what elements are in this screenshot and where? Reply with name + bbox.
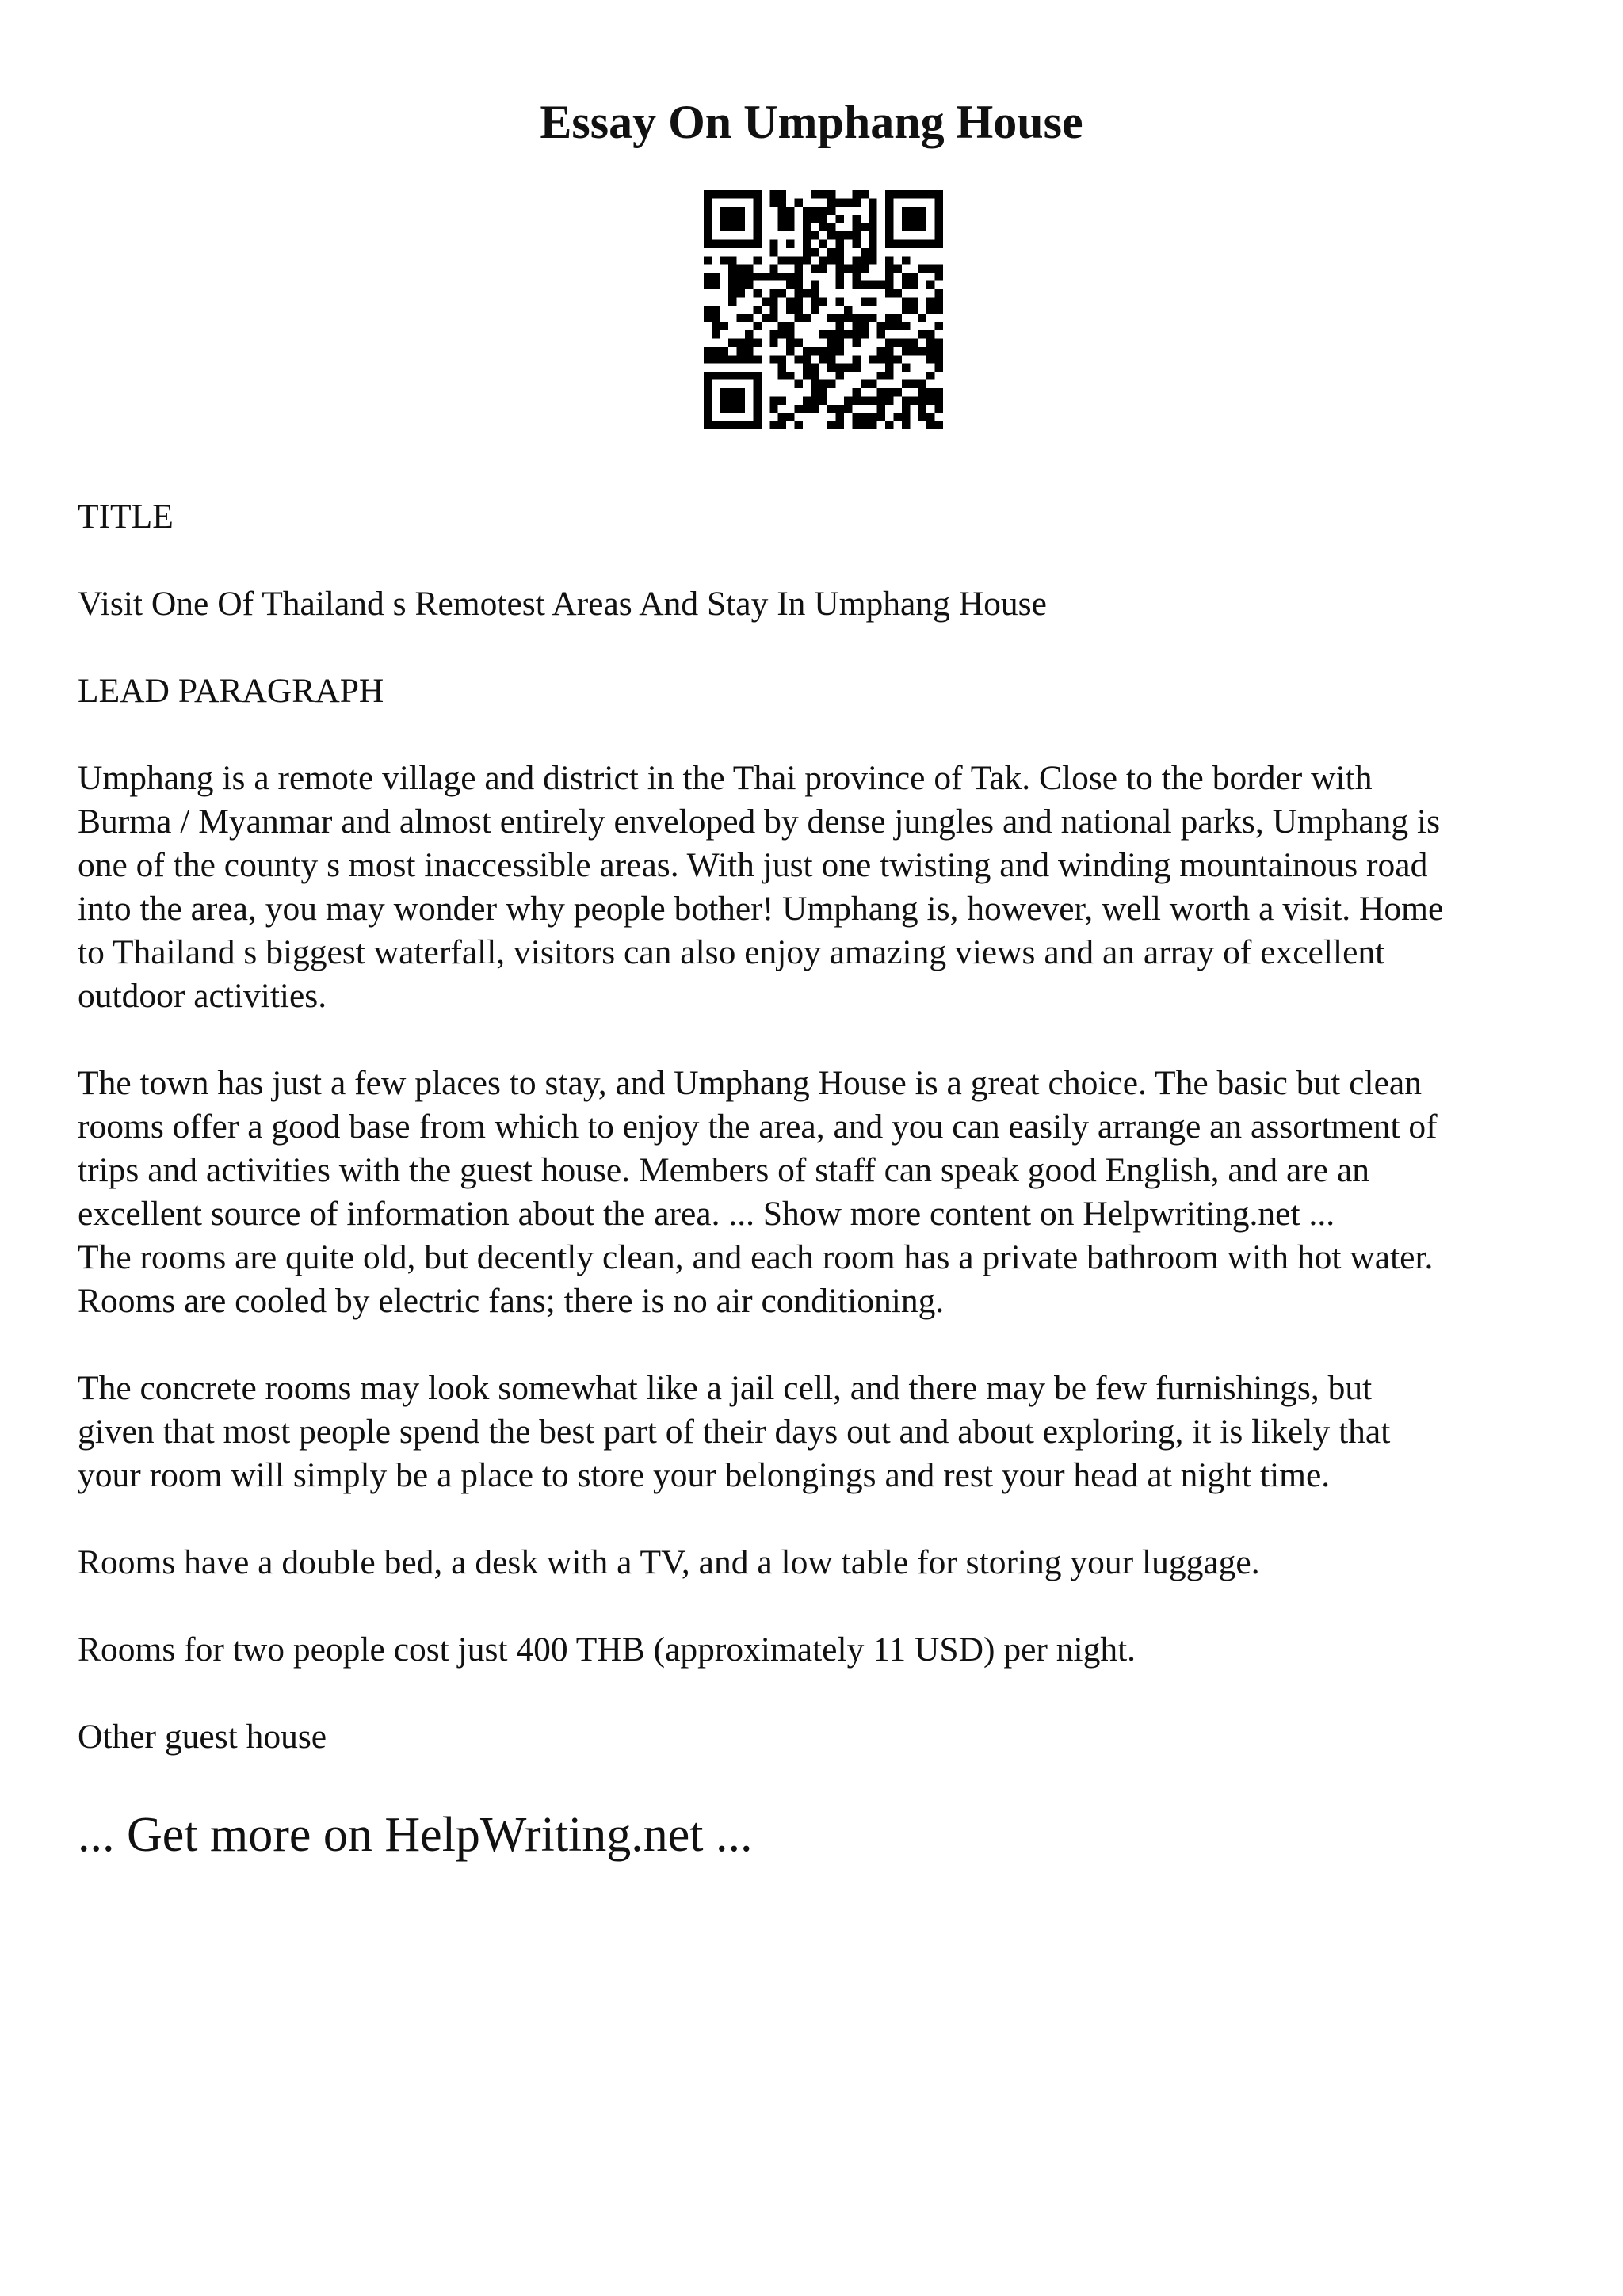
section-label-title: TITLE (78, 498, 174, 536)
document-body (78, 495, 1568, 1802)
paragraph-concrete-rooms: The concrete rooms may look somewhat like a jail cell, and there may be few furnishings, but given that most people spend the best part of their days out and about exploring, it is likely that your room will simply be a place to store your belongings and rest your head at night time. (78, 1369, 1391, 1494)
paragraph-furnishing: Rooms have a double bed, a desk with a TV, and a low table for storing your luggage. (78, 1543, 1260, 1581)
paragraph-rooms: The rooms are quite old, but decently clean, and each room has a private bathroom with hot water. Rooms are cooled by electric fans; there is no air conditioning. (78, 1238, 1434, 1320)
paragraph-other: Other guest house (78, 1718, 327, 1756)
paragraph-accommodation: The town has just a few places to stay, and Umphang House is a great choice. The basic but clean rooms offer a good base from which to enjoy the area, and you can easily arrange an assortment of trips and activities with the guest house. Members of staff can speak good English, and are an excellent source of information about the area. ... Show more content on Helpwriting.net ... (78, 1064, 1438, 1233)
qr-code-image (704, 190, 943, 429)
paragraph-price: Rooms for two people cost just 400 THB (approximately 11 USD) per night. (78, 1630, 1136, 1669)
article-title: Visit One Of Thailand s Remotest Areas And Stay In Umphang House (78, 585, 1047, 623)
get-more-link[interactable]: ... Get more on HelpWriting.net ... (78, 1808, 753, 1862)
lead-paragraph: Umphang is a remote village and district in the Thai province of Tak. Close to the border with Burma / Myanmar and almost entirely enveloped by dense jungles and national parks, Umphang is one of the county s most inaccessible areas. With just one twisting and winding mountainous road into the area, you may wonder why people bother! Umphang is, however, well worth a visit. Home to Thailand s biggest waterfall, visitors can also enjoy amazing views and an array of excellent outdoor activities. (78, 759, 1444, 1015)
section-label-lead: LEAD PARAGRAPH (78, 672, 384, 710)
document-title: Essay On Umphang House (540, 96, 1083, 148)
